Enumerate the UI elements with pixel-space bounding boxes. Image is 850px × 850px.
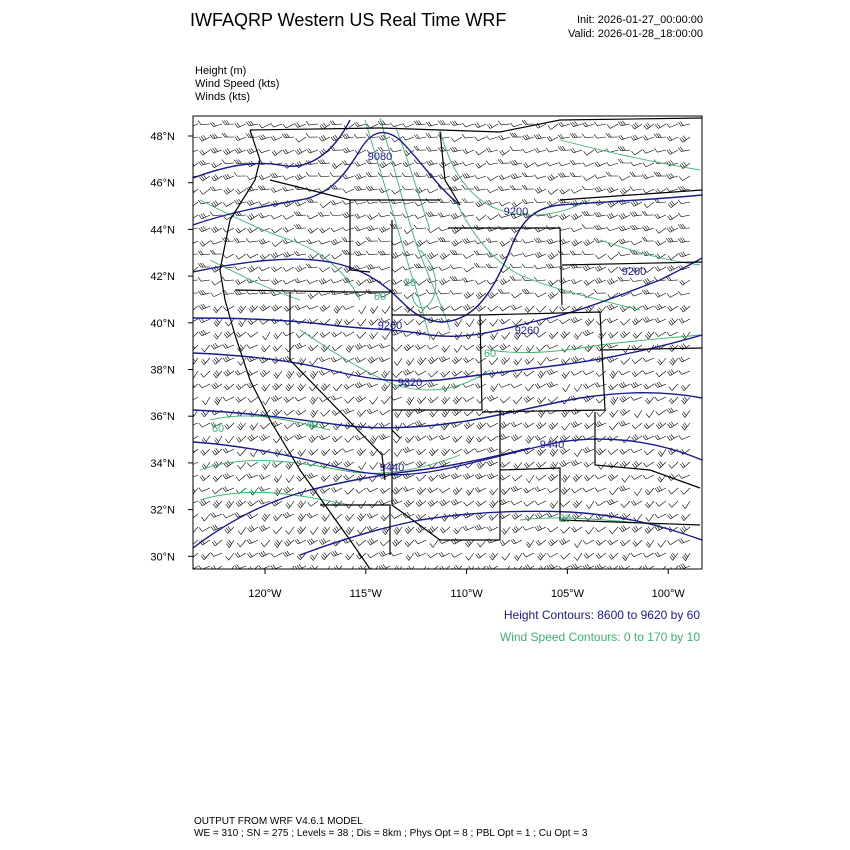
lat-tick-label: 34°N <box>150 457 175 470</box>
wind-speed-contour-label: 60 <box>483 348 497 360</box>
model-info-line2: WE = 310 ; SN = 275 ; Levels = 38 ; Dis = 8km ; Phys Opt = 8 ; PBL Opt = 1 ; Cu Opt = 3 <box>194 828 588 839</box>
valid-time: Valid: 2026-01-28_18:00:00 <box>568 28 703 40</box>
height-contour-label: 9320 <box>397 377 423 389</box>
longitude-ticks <box>248 569 685 600</box>
wind-speed-contour-label: 20 <box>558 513 572 525</box>
height-contour-label: 9440 <box>539 439 565 451</box>
wind-speed-contour-label: 40 <box>305 419 319 431</box>
wind-speed-contour-label: 20 <box>403 277 417 289</box>
height-contour-note: Height Contours: 8600 to 9620 by 60 <box>503 608 700 622</box>
height-contour-label: 9440 <box>379 462 405 474</box>
model-info-line1: OUTPUT FROM WRF V4.6.1 MODEL <box>194 816 363 827</box>
wind-contour-note: Wind Speed Contours: 0 to 170 by 10 <box>499 630 700 644</box>
lon-tick-label: 100°W <box>651 588 685 600</box>
chart-title: IWFAQRP Western US Real Time WRF <box>190 10 507 30</box>
height-contour-label: 9200 <box>621 266 647 278</box>
lat-tick-label: 44°N <box>150 224 175 237</box>
lat-tick-label: 46°N <box>150 177 175 190</box>
lat-tick-label: 36°N <box>150 411 175 424</box>
height-contour-label: 9260 <box>514 325 540 337</box>
lat-tick-label: 38°N <box>150 364 175 377</box>
field-wind-speed-label: Wind Speed (kts) <box>195 78 280 90</box>
height-contour-label: 9260 <box>377 320 403 332</box>
lat-tick-label: 40°N <box>150 317 175 330</box>
field-winds-label: Winds (kts) <box>195 91 250 103</box>
lat-tick-label: 42°N <box>150 271 175 284</box>
lat-tick-label: 48°N <box>150 131 175 143</box>
field-height-label: Height (m) <box>195 65 247 77</box>
wind-speed-contour-label: 60 <box>211 423 225 435</box>
latitude-ticks <box>150 131 193 563</box>
height-contour-label: 9080 <box>367 151 393 163</box>
lon-tick-label: 120°W <box>248 588 282 600</box>
lon-tick-label: 115°W <box>349 588 382 600</box>
height-contour-label: 9200 <box>503 206 529 218</box>
lon-tick-label: 105°W <box>550 588 584 600</box>
lon-tick-label: 110°W <box>450 588 483 600</box>
init-time: Init: 2026-01-27_00:00:00 <box>577 14 703 26</box>
lat-tick-label: 30°N <box>150 551 175 564</box>
lat-tick-label: 32°N <box>150 504 175 517</box>
wind-speed-contour-label: 60 <box>373 291 387 303</box>
map-plot-area <box>186 116 702 574</box>
